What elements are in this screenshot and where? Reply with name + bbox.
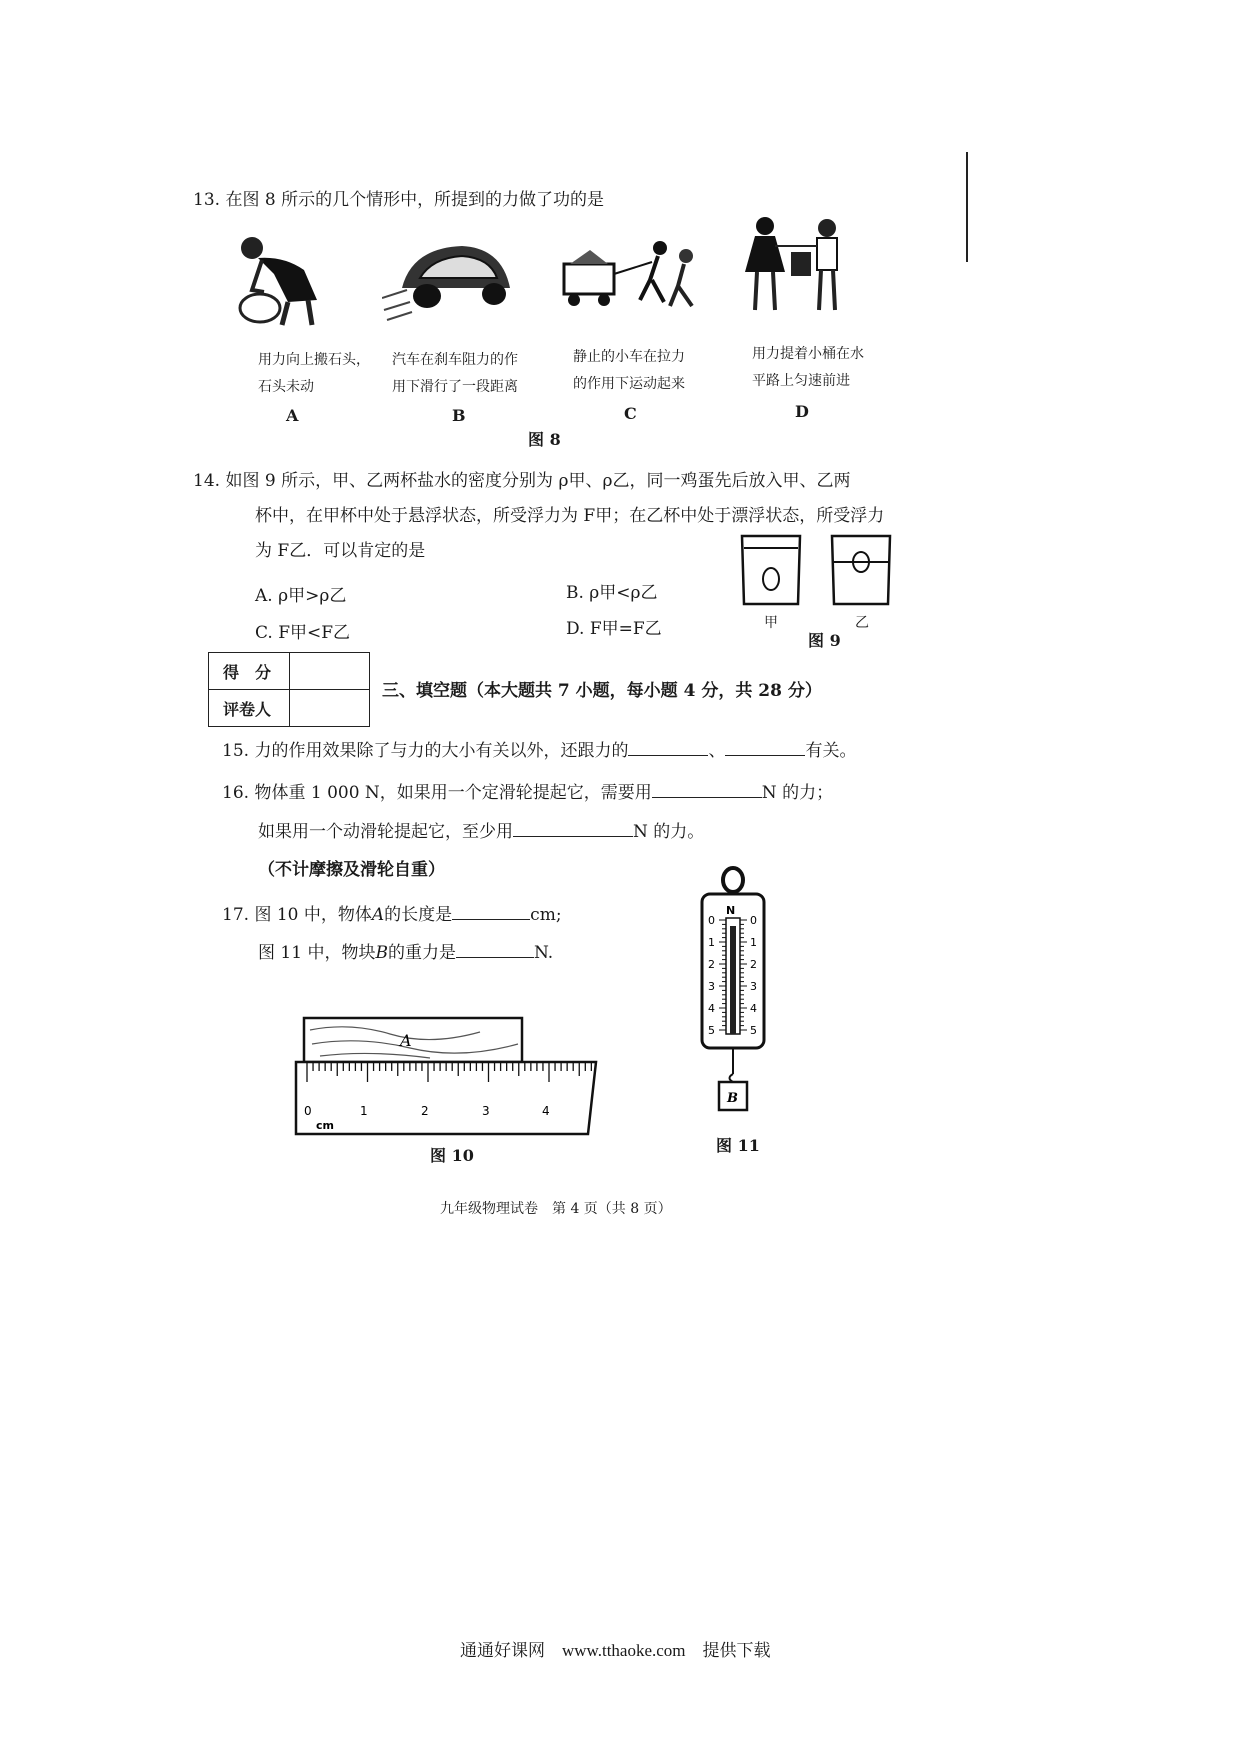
figure-9-caption: 图 9 (808, 631, 841, 650)
scale-left-4: 4 (708, 1002, 715, 1015)
q13-option-d-letter: D (795, 402, 809, 421)
q16-line1-after: N 的力； (761, 783, 834, 803)
figure-9-cups (738, 534, 908, 610)
q15 (222, 741, 856, 760)
q15-separator: 、 (708, 741, 726, 761)
scale-right-3: 3 (750, 980, 757, 993)
ruler-unit: cm (316, 1119, 334, 1132)
grader-label: 评卷人 (209, 690, 290, 727)
q16-note: （不计摩擦及滑轮自重） (258, 860, 445, 880)
figure-9-label-jia: 甲 (764, 615, 778, 631)
score-box (208, 652, 370, 727)
q13-figure-a-lifting-stone (222, 230, 342, 330)
q13-option-d-line1: 用力提着小桶在水 (752, 346, 864, 362)
scan-margin-line (966, 152, 968, 262)
q14-option-b: B. ρ甲<ρ乙 (566, 583, 658, 603)
q16-line1-before: 16. 物体重 1 000 N，如果用一个定滑轮提起它，需要用 (222, 783, 652, 803)
q17-line1 (222, 905, 562, 924)
q14-option-c: C. F甲<F乙 (255, 623, 351, 643)
q13-option-c-line2: 的作用下运动起来 (573, 376, 685, 392)
q17-blank-1[interactable] (452, 905, 530, 920)
scale-right-2: 2 (750, 958, 757, 971)
q17-line1-after: cm; (530, 905, 562, 925)
q15-blank-1[interactable] (628, 741, 708, 756)
ruler-tick-label-4: 4 (542, 1104, 550, 1118)
q13-option-c-letter: C (624, 404, 637, 423)
q16-line1 (222, 783, 833, 802)
score-input-cell[interactable] (290, 653, 370, 690)
q16-line2 (258, 822, 704, 841)
scale-right-4: 4 (750, 1002, 757, 1015)
q16-blank-2[interactable] (513, 822, 633, 837)
scale-right-0: 0 (750, 914, 757, 927)
figure-8-caption: 图 8 (528, 430, 561, 449)
q15-text-after: 有关。 (805, 741, 857, 761)
q14-option-d: D. F甲=F乙 (566, 619, 662, 639)
block-b-label: B (727, 1091, 738, 1106)
figure-9-label-yi: 乙 (855, 615, 869, 631)
ruler-tick-label-3: 3 (482, 1104, 490, 1118)
scale-right-5: 5 (750, 1024, 757, 1037)
q13-option-b-line2: 用下滑行了一段距离 (392, 379, 518, 395)
q13-option-b-letter: B (452, 406, 466, 425)
q17-line2 (258, 943, 553, 962)
q13-figure-d-carrying-bucket (735, 212, 855, 322)
q13-figure-c-pulling-cart (560, 230, 710, 320)
figure-11-caption: 图 11 (716, 1136, 760, 1155)
q17-line1-before: 17. 图 10 中，物体 (222, 905, 372, 925)
cup-yi (832, 536, 890, 604)
q16-blank-1[interactable] (652, 783, 762, 798)
score-label: 得 分 (209, 653, 290, 690)
block-a-label: A (400, 1031, 412, 1050)
scale-left-5: 5 (708, 1024, 715, 1037)
q15-blank-2[interactable] (725, 741, 805, 756)
scale-right-1: 1 (750, 936, 757, 949)
q16-line2-after: N 的力。 (633, 822, 705, 842)
ruler-tick-label-0: 0 (304, 1104, 312, 1118)
scale-left-0: 0 (708, 914, 715, 927)
q17-line2-after: N. (533, 943, 554, 963)
q14-line2: 杯中，在甲杯中处于悬浮状态，所受浮力为 F甲；在乙杯中处于漂浮状态，所受浮力 (255, 506, 885, 526)
q13-option-a-letter: A (286, 406, 299, 425)
q15-text-before: 15. 力的作用效果除了与力的大小有关以外，还跟力的 (222, 741, 629, 761)
q14-line1: 14. 如图 9 所示，甲、乙两杯盐水的密度分别为 ρ甲、ρ乙，同一鸡蛋先后放入甲、乙两 (193, 471, 851, 491)
scale-left-1: 1 (708, 936, 715, 949)
q13-option-c-line1: 静止的小车在拉力 (573, 349, 685, 365)
q13-option-d-line2: 平路上匀速前进 (752, 373, 850, 389)
page-footer: 九年级物理试卷 第 4 页（共 8 页） (440, 1201, 672, 1217)
q17-var-b: B (375, 943, 388, 963)
cup-jia (742, 536, 800, 604)
section-3-title: 三、填空题（本大题共 7 小题，每小题 4 分，共 28 分） (382, 681, 822, 701)
grader-input-cell[interactable] (290, 690, 370, 727)
q14-line3: 为 F乙．可以肯定的是 (255, 541, 426, 561)
ruler-tick-label-1: 1 (360, 1104, 368, 1118)
q16-line2-before: 如果用一个动滑轮提起它，至少用 (258, 822, 513, 842)
q17-blank-2[interactable] (456, 943, 534, 958)
figure-11-spring-scale (696, 866, 786, 1124)
q17-line2-before: 图 11 中，物块 (258, 943, 376, 963)
q17-line2-mid: 的重力是 (387, 943, 456, 963)
q13-option-b-line1: 汽车在刹车阻力的作 (392, 352, 518, 368)
ruler-tick-label-2: 2 (421, 1104, 429, 1118)
q13-stem: 13. 在图 8 所示的几个情形中，所提到的力做了功的是 (193, 190, 605, 210)
q17-line1-mid: 的长度是 (384, 905, 453, 925)
q17-var-a: A (371, 905, 385, 925)
figure-10-caption: 图 10 (430, 1146, 474, 1165)
ruler-body (296, 1062, 596, 1134)
scale-unit-label: N (726, 904, 736, 917)
q13-option-a-line2: 石头未动 (258, 379, 314, 395)
q14-option-a: A. ρ甲>ρ乙 (255, 586, 347, 606)
site-footer: 通通好课网 www.tthaoke.com 提供下载 (460, 1641, 771, 1660)
figure-10-ruler (290, 1014, 620, 1146)
scale-left-2: 2 (708, 958, 715, 971)
q13-option-a-line1: 用力向上搬石头， (258, 352, 370, 368)
q13-figure-b-car-braking (382, 228, 522, 328)
scale-left-3: 3 (708, 980, 715, 993)
